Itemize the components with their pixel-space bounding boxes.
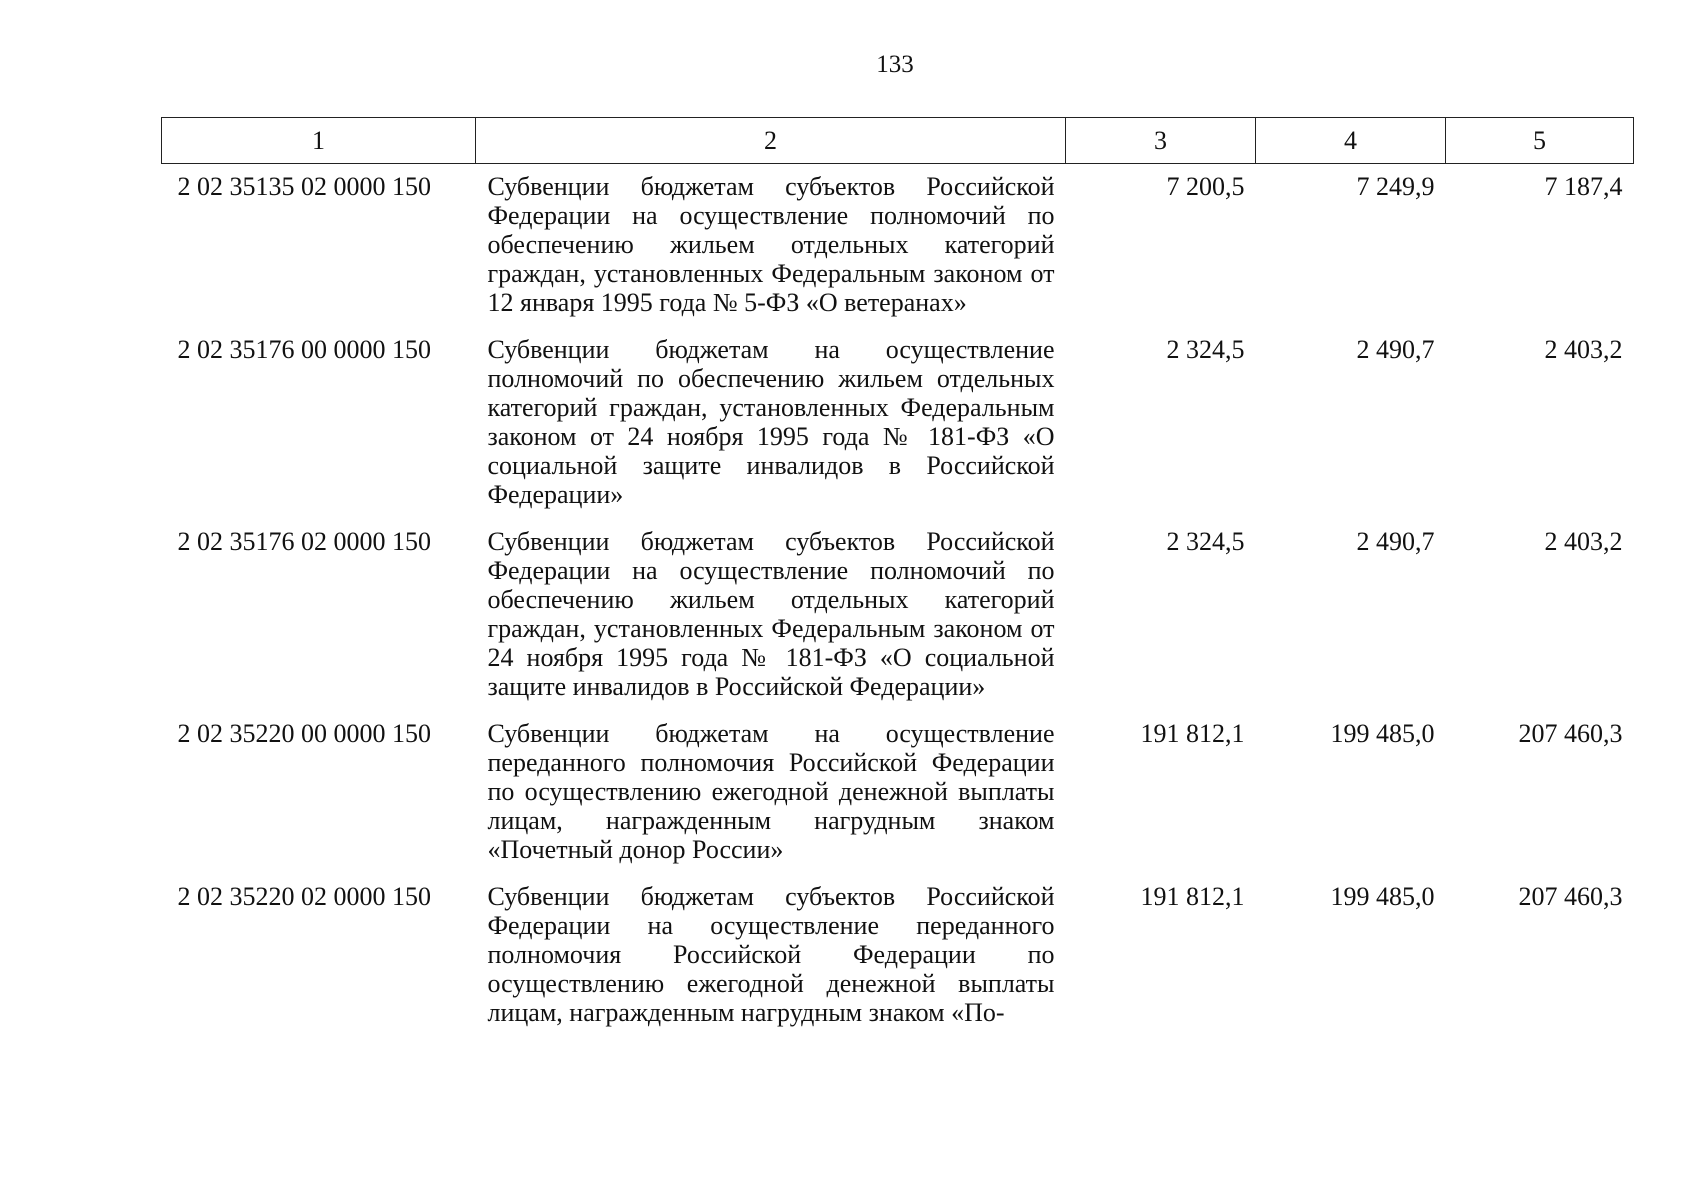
table-row bbox=[162, 711, 1634, 874]
table-row bbox=[162, 874, 1634, 1037]
row-value-col3: 191 812,1 bbox=[1140, 882, 1245, 911]
row-code: 2 02 35220 02 0000 150 bbox=[177, 882, 431, 911]
table-header bbox=[162, 118, 1634, 164]
row-value-col3: 2 324,5 bbox=[1166, 527, 1245, 556]
page-number: 133 bbox=[876, 51, 914, 78]
row-code: 2 02 35220 00 0000 150 bbox=[177, 719, 431, 748]
header-row bbox=[162, 118, 1634, 164]
table-row bbox=[162, 519, 1634, 711]
row-code: 2 02 35176 02 0000 150 bbox=[177, 527, 431, 556]
header-col-2: 2 bbox=[476, 118, 1066, 164]
row-value-col5: 207 460,3 bbox=[1518, 719, 1623, 748]
row-value-col3: 2 324,5 bbox=[1166, 335, 1245, 364]
row-value-col4: 199 485,0 bbox=[1330, 719, 1435, 748]
row-value-col5: 2 403,2 bbox=[1544, 527, 1623, 556]
header-col-4: 4 bbox=[1256, 118, 1446, 164]
row-value-col5: 7 187,4 bbox=[1544, 172, 1623, 201]
row-description: Субвенции бюджетам на осуществление переданного полномочия Российской Федерации по осуществлению ежегодной денежной выплаты лицам, награжденным нагрудным знаком «Почетный донор России» bbox=[487, 719, 1055, 864]
row-value-col4: 7 249,9 bbox=[1356, 172, 1435, 201]
header-col-1: 1 bbox=[162, 118, 476, 164]
header-col-3: 3 bbox=[1066, 118, 1256, 164]
row-description: Субвенции бюджетам субъектов Российской Федерации на осуществление полномочий по обеспечению жильем отдельных категорий граждан, установленных Федеральным законом от 12 января 1995 года № 5-ФЗ «О ветеранах» bbox=[487, 172, 1055, 317]
row-code: 2 02 35135 02 0000 150 bbox=[177, 172, 431, 201]
budget-table bbox=[161, 117, 1634, 1037]
row-value-col5: 2 403,2 bbox=[1544, 335, 1623, 364]
row-value-col3: 7 200,5 bbox=[1166, 172, 1245, 201]
table-row bbox=[162, 164, 1634, 328]
row-code: 2 02 35176 00 0000 150 bbox=[177, 335, 431, 364]
row-value-col4: 2 490,7 bbox=[1356, 335, 1435, 364]
row-value-col4: 199 485,0 bbox=[1330, 882, 1435, 911]
row-value-col3: 191 812,1 bbox=[1140, 719, 1245, 748]
row-description: Субвенции бюджетам на осуществление полномочий по обеспечению жильем отдельных категорий граждан, установленных Федеральным законом от 24 ноября 1995 года № 181-ФЗ «О социальной защите инвалидов в Российской Федерации» bbox=[487, 335, 1055, 509]
header-col-5: 5 bbox=[1446, 118, 1634, 164]
budget-table-container bbox=[161, 117, 1633, 1037]
table-body bbox=[162, 164, 1634, 1038]
table-row bbox=[162, 327, 1634, 519]
row-description: Субвенции бюджетам субъектов Российской Федерации на осуществление полномочий по обеспечению жильем отдельных категорий граждан, установленных Федеральным законом от 24 ноября 1995 года № 181-ФЗ «О социальной защите инвалидов в Российской Федерации» bbox=[487, 527, 1055, 701]
row-description: Субвенции бюджетам субъектов Российской Федерации на осуществление переданного полномочия Российской Федерации по осуществлению ежегодной денежной выплаты лицам, награжденным нагрудным знаком «По- bbox=[487, 882, 1055, 1027]
row-value-col4: 2 490,7 bbox=[1356, 527, 1435, 556]
row-value-col5: 207 460,3 bbox=[1518, 882, 1623, 911]
